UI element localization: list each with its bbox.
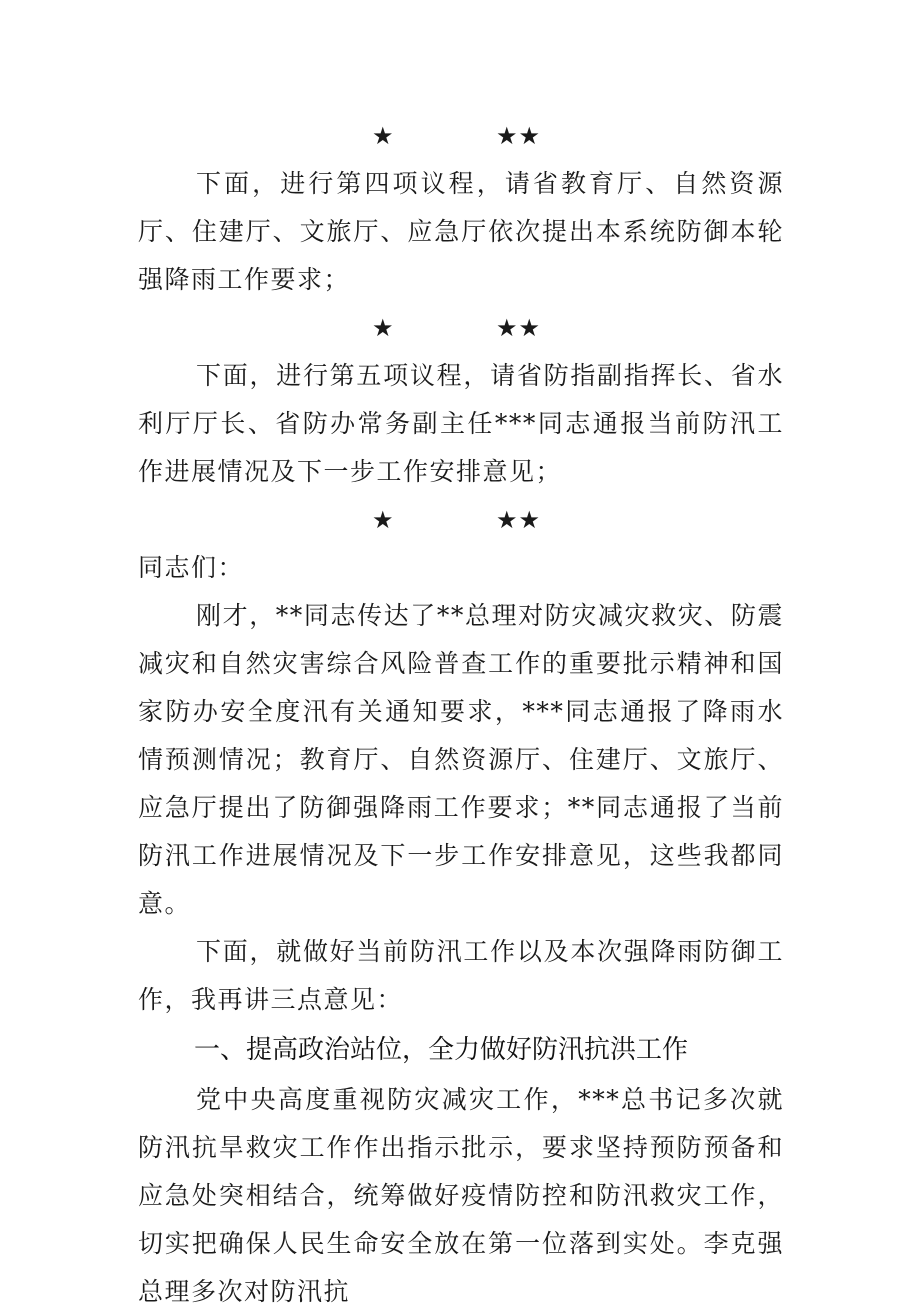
star-separator	[138, 496, 784, 544]
paragraph-agenda-five: 下面，进行第五项议程，请省防指副指挥长、省水利厅厅长、省防办常务副主任***同志通报当前防汛工作进展情况及下一步工作安排意见；	[138, 361, 784, 486]
star-separator	[138, 304, 784, 352]
paragraph-transition: 下面，就做好当前防汛工作以及本次强降雨防御工作，我再讲三点意见：	[138, 937, 784, 1014]
document-body	[138, 112, 784, 1316]
paragraph-section-one: 党中央高度重视防灾减灾工作，***总书记多次就防汛抗旱救灾工作作出指示批示，要求坚持预防预备和应急处突相结合，统筹做好疫情防控和防汛救灾工作，切实把确保人民生命安全放在第一位落到实处。李克强总理多次对防汛抗	[138, 1085, 784, 1306]
star-separator	[138, 112, 784, 160]
double-star-icon: ★★	[496, 314, 542, 342]
star-icon: ★	[372, 122, 394, 150]
star-icon: ★	[372, 314, 394, 342]
paragraph-summary: 刚才，**同志传达了**总理对防灾减灾救灾、防震减灾和自然灾害综合风险普查工作的重要批示精神和国家防办安全度汛有关通知要求，***同志通报了降雨水情预测情况；教育厅、自然资源厅、住建厅、文旅厅、应急厅提出了防御强降雨工作要求；**同志通报了当前防汛工作进展情况及下一步工作安排意见，这些我都同意。	[138, 601, 784, 918]
star-icon: ★	[372, 506, 394, 534]
section-heading-one: 一、提高政治站位，全力做好防汛抗洪工作	[194, 1035, 689, 1065]
double-star-icon: ★★	[496, 122, 542, 150]
paragraph-salutation: 同志们：	[138, 553, 245, 582]
double-star-icon: ★★	[496, 506, 542, 534]
paragraph-agenda-four: 下面，进行第四项议程，请省教育厅、自然资源厅、住建厅、文旅厅、应急厅依次提出本系统防御本轮强降雨工作要求；	[138, 169, 784, 294]
